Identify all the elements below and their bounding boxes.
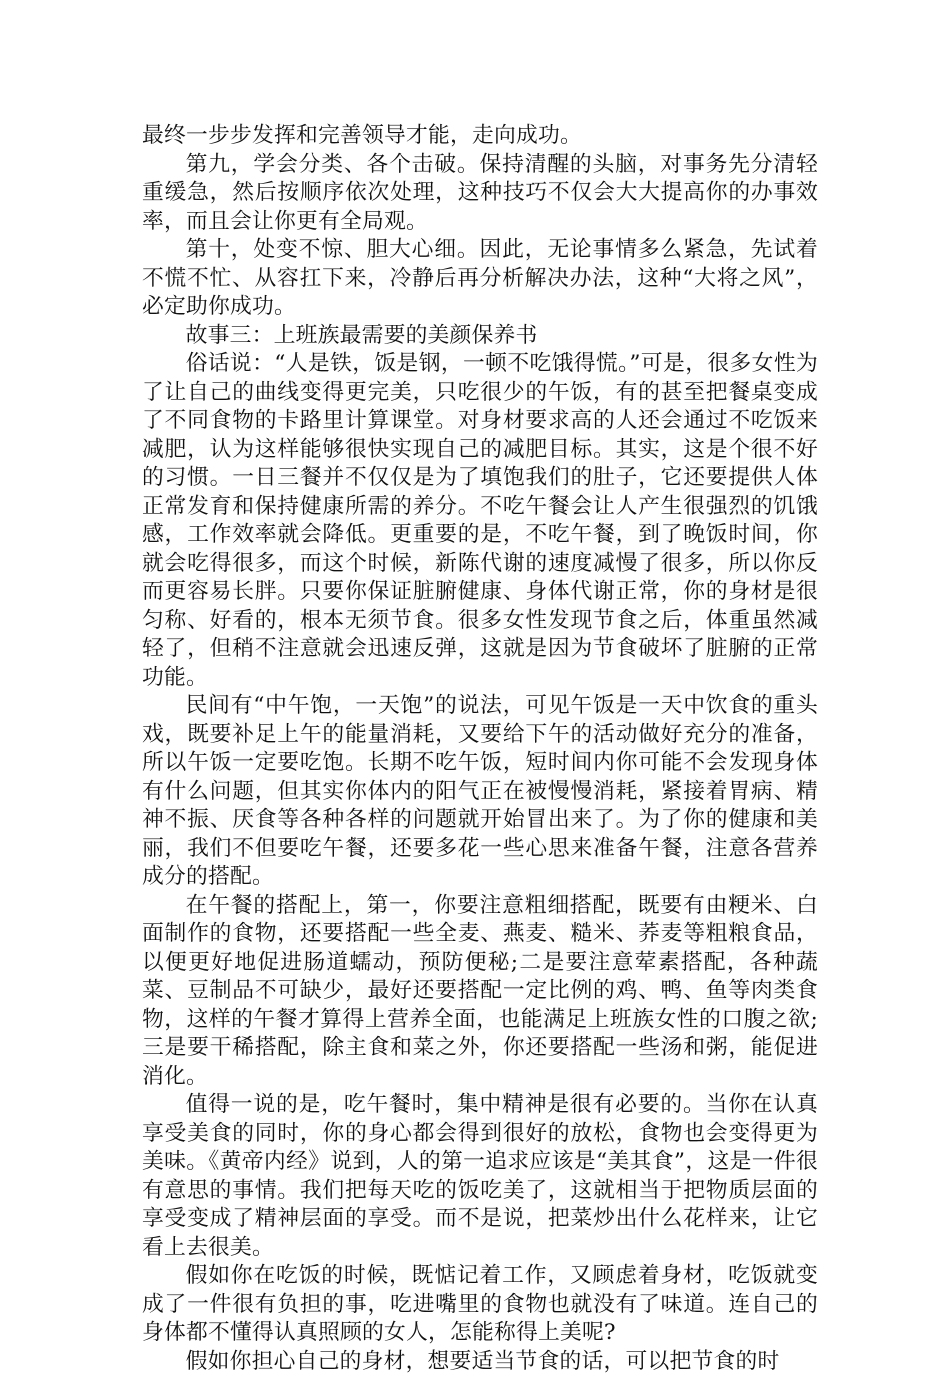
document-page — [142, 122, 818, 1376]
paragraph-6: 在午餐的搭配上，第一，你要注意粗细搭配，既要有由粳米、白面制作的食物，还要搭配一些全麦、燕麦、糙米、荞麦等粗粮食品，以便更好地促进肠道蠕动，预防便秘;二是要注意荤素搭配，各种蔬菜、豆制品不可缺少，最好还要搭配一定比例的鸡、鸭、鱼等肉类食物，这样的午餐才算得上营养全面，也能满足上班族女性的口腹之欲;三是要干稀搭配，除主食和菜之外，你还要搭配一些汤和粥，能促进消化。 — [142, 892, 818, 1092]
paragraph-9: 假如你担心自己的身材，想要适当节食的话，可以把节食的时 — [142, 1348, 818, 1376]
paragraph-4: 俗话说：“人是铁，饭是钢，一顿不吃饿得慌。”可是，很多女性为了让自己的曲线变得更完美，只吃很少的午饭，有的甚至把餐桌变成了不同食物的卡路里计算课堂。对身材要求高的人还会通过不吃饭来减肥，认为这样能够很快实现自己的减肥目标。其实，这是个很不好的习惯。一日三餐并不仅仅是为了填饱我们的肚子，它还要提供人体正常发育和保持健康所需的养分。不吃午餐会让人产生很强烈的饥饿感，工作效率就会降低。更重要的是，不吃午餐，到了晚饭时间，你就会吃得很多，而这个时候，新陈代谢的速度减慢了很多，所以你反而更容易长胖。只要你保证脏腑健康、身体代谢正常，你的身材是很匀称、好看的，根本无须节食。很多女性发现节食之后，体重虽然减轻了，但稍不注意就会迅速反弹，这就是因为节食破坏了脏腑的正常功能。 — [142, 350, 818, 692]
paragraph-8: 假如你在吃饭的时候，既惦记着工作，又顾虑着身材，吃饭就变成了一件很有负担的事，吃进嘴里的食物也就没有了味道。连自己的身体都不懂得认真照顾的女人，怎能称得上美呢? — [142, 1262, 818, 1348]
paragraph-0: 最终一步步发挥和完善领导才能，走向成功。 — [142, 122, 818, 151]
story-heading: 故事三：上班族最需要的美颜保养书 — [142, 322, 818, 351]
paragraph-2: 第十，处变不惊、胆大心细。因此，无论事情多么紧急，先试着不慌不忙、从容扛下来，冷静后再分析解决办法，这种“大将之风”，必定助你成功。 — [142, 236, 818, 322]
paragraph-7: 值得一说的是，吃午餐时，集中精神是很有必要的。当你在认真享受美食的同时，你的身心都会得到很好的放松，食物也会变得更为美味。《黄帝内经》说到，人的第一追求应该是“美其食”，这是一件很有意思的事情。我们把每天吃的饭吃美了，这就相当于把物质层面的享受变成了精神层面的享受。而不是说，把菜炒出什么花样来，让它看上去很美。 — [142, 1091, 818, 1262]
paragraph-1: 第九，学会分类、各个击破。保持清醒的头脑，对事务先分清轻重缓急，然后按顺序依次处理，这种技巧不仅会大大提高你的办事效率，而且会让你更有全局观。 — [142, 151, 818, 237]
paragraph-5: 民间有“中午饱，一天饱”的说法，可见午饭是一天中饮食的重头戏，既要补足上午的能量消耗，又要给下午的活动做好充分的准备，所以午饭一定要吃饱。长期不吃午饭，短时间内你可能不会发现身体有什么问题，但其实你体内的阳气正在被慢慢消耗，紧接着胃病、精神不振、厌食等各种各样的问题就开始冒出来了。为了你的健康和美丽，我们不但要吃午餐，还要多花一些心思来准备午餐，注意各营养成分的搭配。 — [142, 692, 818, 892]
